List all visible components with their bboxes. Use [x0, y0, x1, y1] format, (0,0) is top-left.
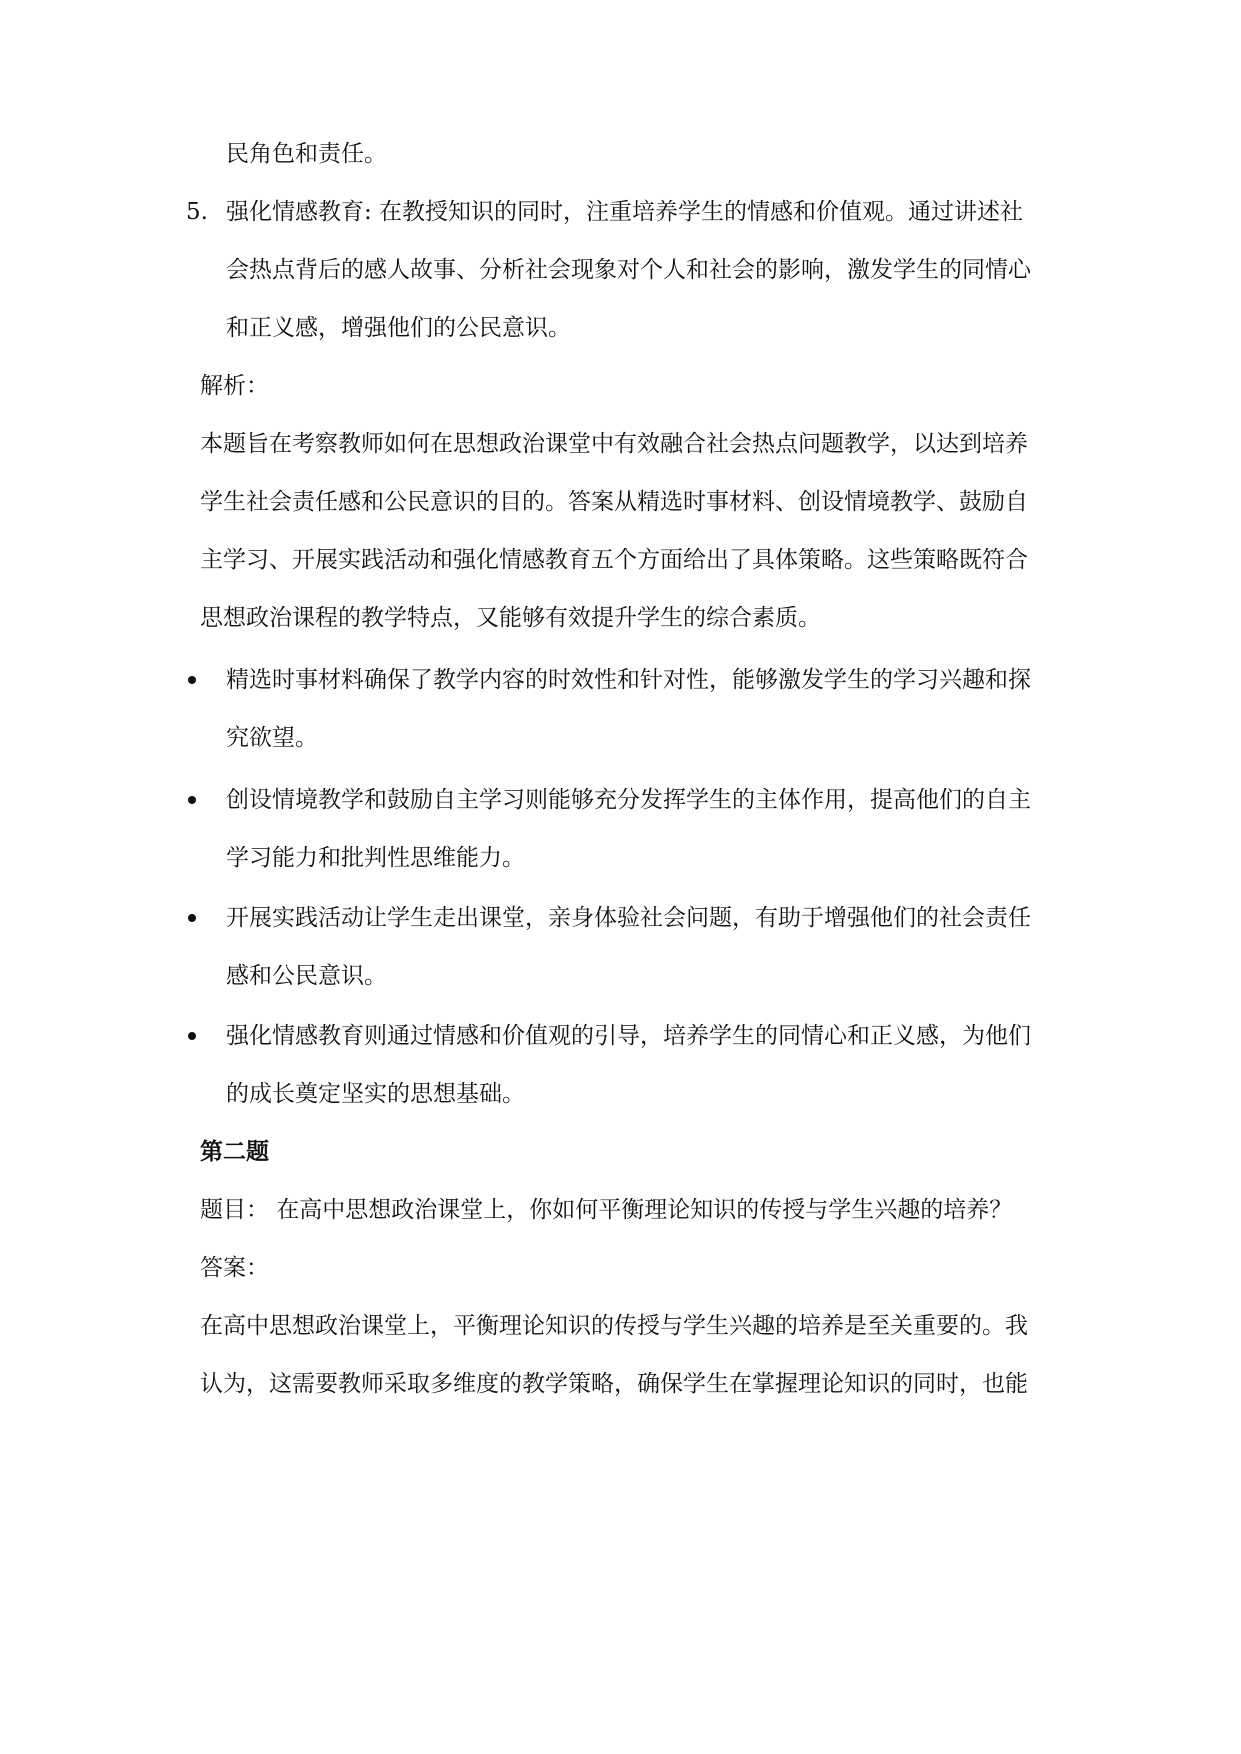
- answer-line-1: 在高中思想政治课堂上，平衡理论知识的传授与学生兴趣的培养是至关重要的。我: [200, 1313, 1028, 1339]
- analysis-label: 解析：: [200, 373, 269, 399]
- bullet-dot-icon: [188, 796, 196, 804]
- answer-line-2: 认为，这需要教师采取多维度的教学策略，确保学生在掌握理论知识的同时，也能: [200, 1371, 1028, 1397]
- bullet-1-line-2: 究欲望。: [226, 725, 318, 751]
- section-title: 第二题: [200, 1138, 269, 1165]
- bullet-dot-icon: [188, 1032, 196, 1040]
- question-text: 题目： 在高中思想政治课堂上，你如何平衡理论知识的传授与学生兴趣的培养？: [200, 1197, 1013, 1223]
- analysis-line-2: 学生社会责任感和公民意识的目的。答案从精选时事材料、创设情境教学、鼓励自: [200, 489, 1028, 515]
- bullet-dot-icon: [188, 914, 196, 922]
- bullet-4-line-1: 强化情感教育则通过情感和价值观的引导，培养学生的同情心和正义感，为他们: [226, 1023, 1031, 1049]
- analysis-line-4: 思想政治课程的教学特点，又能够有效提升学生的综合素质。: [200, 605, 821, 631]
- bullet-4-line-2: 的成长奠定坚实的思想基础。: [226, 1081, 525, 1107]
- bullet-2-line-1: 创设情境教学和鼓励自主学习则能够充分发挥学生的主体作用，提高他们的自主: [226, 787, 1031, 813]
- analysis-line-3: 主学习、开展实践活动和强化情感教育五个方面给出了具体策略。这些策略既符合: [200, 547, 1028, 573]
- bullet-1-line-1: 精选时事材料确保了教学内容的时效性和针对性，能够激发学生的学习兴趣和探: [226, 667, 1031, 693]
- item-4-tail-text: 民角色和责任。: [226, 141, 387, 167]
- item-5-line-1: 强化情感教育: 在教授知识的同时，注重培养学生的情感和价值观。通过讲述社: [226, 199, 1024, 225]
- item-5-line-3: 和正义感，增强他们的公民意识。: [226, 315, 571, 341]
- bullet-3-line-2: 感和公民意识。: [226, 963, 387, 989]
- item-5-line-2: 会热点背后的感人故事、分析社会现象对个人和社会的影响，激发学生的同情心: [226, 257, 1031, 283]
- analysis-line-1: 本题旨在考察教师如何在思想政治课堂中有效融合社会热点问题教学，以达到培养: [200, 431, 1028, 457]
- answer-label: 答案：: [200, 1255, 269, 1281]
- bullet-3-line-1: 开展实践活动让学生走出课堂，亲身体验社会问题，有助于增强他们的社会责任: [226, 905, 1031, 931]
- bullet-2-line-2: 学习能力和批判性思维能力。: [226, 845, 525, 871]
- list-number: 5.: [186, 199, 208, 225]
- bullet-dot-icon: [188, 676, 196, 684]
